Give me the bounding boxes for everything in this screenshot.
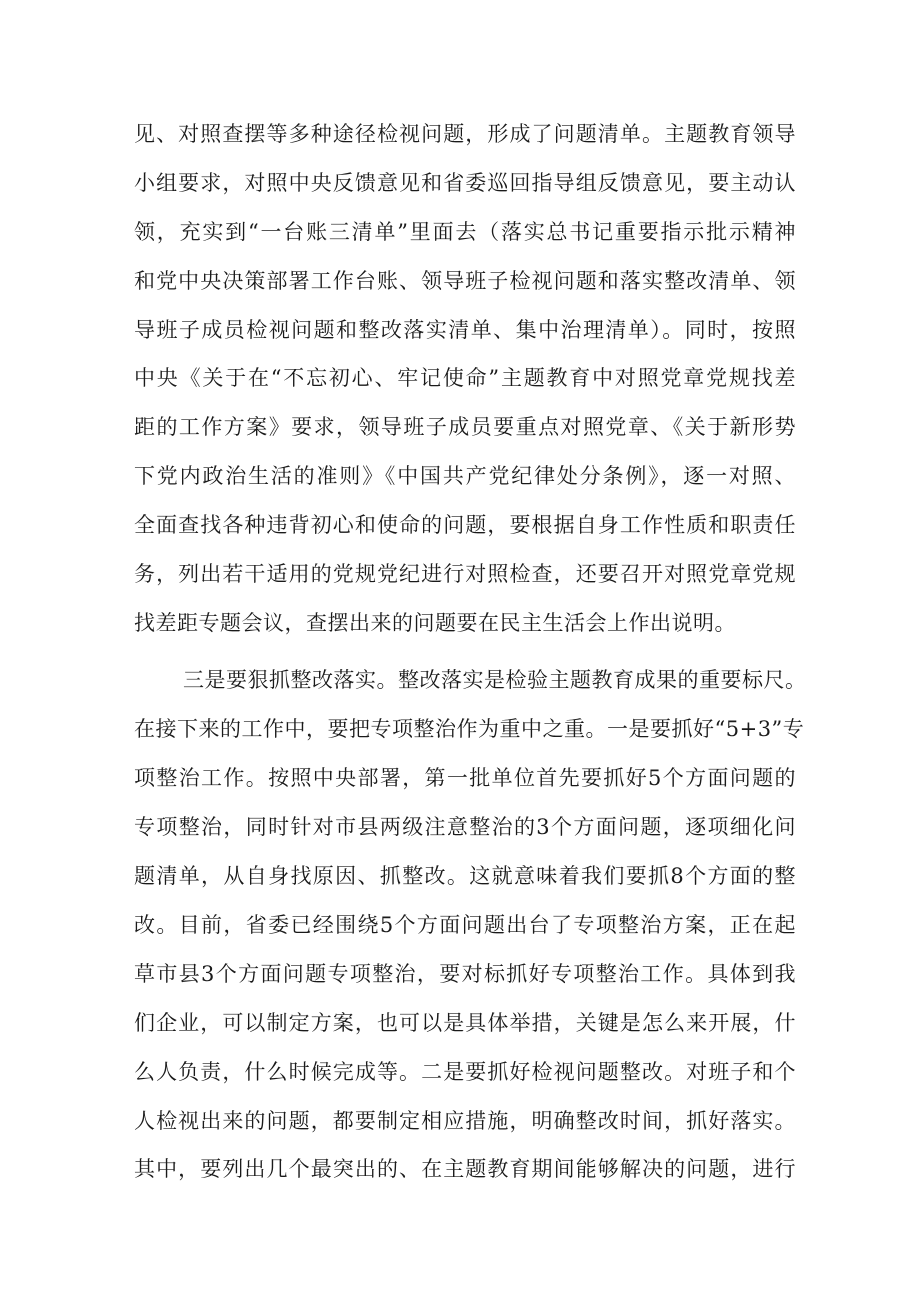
text-line: 专项整治，同时针对市县两级注意整治的3个方面问题，逐项细化问 [134, 815, 796, 839]
text-line: 么人负责，什么时候完成等。二是要抓好检视问题整改。对班子和个 [134, 1060, 796, 1084]
text-line: 距的工作方案》要求，领导班子成员要重点对照党章、《关于新形势 [134, 415, 796, 439]
text-line: 见、对照查摆等多种途径检视问题，形成了问题清单。主题教育领导 [134, 122, 796, 146]
text-line: 下党内政治生活的准则》《中国共产党纪律处分条例》，逐一对照、 [134, 464, 796, 488]
text-line: 小组要求，对照中央反馈意见和省委巡回指导组反馈意见，要主动认 [134, 171, 796, 195]
text-line: 题清单，从自身找原因、抓整改。这就意味着我们要抓8个方面的整 [134, 864, 796, 888]
paragraph-last-line: 找差距专题会议，查摆出来的问题要在民主生活会上作出说明。 [134, 611, 736, 635]
text-line: 其中，要列出几个最突出的、在主题教育期间能够解决的问题，进行 [134, 1157, 796, 1181]
text-line: 草市县3个方面问题专项整治，要对标抓好专项整治工作。具体到我 [134, 962, 796, 986]
text-line: 领，充实到“一台账三清单”里面去（落实总书记重要指示批示精神 [134, 220, 796, 244]
text-line: 人检视出来的问题，都要制定相应措施，明确整改时间，抓好落实。 [134, 1109, 796, 1133]
text-line: 们企业，可以制定方案，也可以是具体举措，关键是怎么来开展，什 [134, 1011, 796, 1035]
text-line: 在接下来的工作中，要把专项整治作为重中之重。一是要抓好“5+3”专 [134, 717, 805, 741]
text-line: 中央《关于在“不忘初心、牢记使命”主题教育中对照党章党规找差 [134, 366, 796, 390]
text-line: 项整治工作。按照中央部署，第一批单位首先要抓好5个方面问题的 [134, 766, 796, 790]
text-line: 全面查找各种违背初心和使命的问题，要根据自身工作性质和职责任 [134, 513, 796, 537]
text-line: 导班子成员检视问题和整改落实清单、集中治理清单）。同时，按照 [134, 318, 796, 342]
text-line: 和党中央决策部署工作台账、领导班子检视问题和落实整改清单、领 [134, 269, 796, 293]
text-line: 务，列出若干适用的党规党纪进行对照检查，还要召开对照党章党规 [134, 562, 796, 586]
paragraph-first-line: 三是要狠抓整改落实。整改落实是检验主题教育成果的重要标尺。 [183, 668, 807, 692]
text-line: 改。目前，省委已经围绕5个方面问题出台了专项整治方案，正在起 [134, 913, 796, 937]
